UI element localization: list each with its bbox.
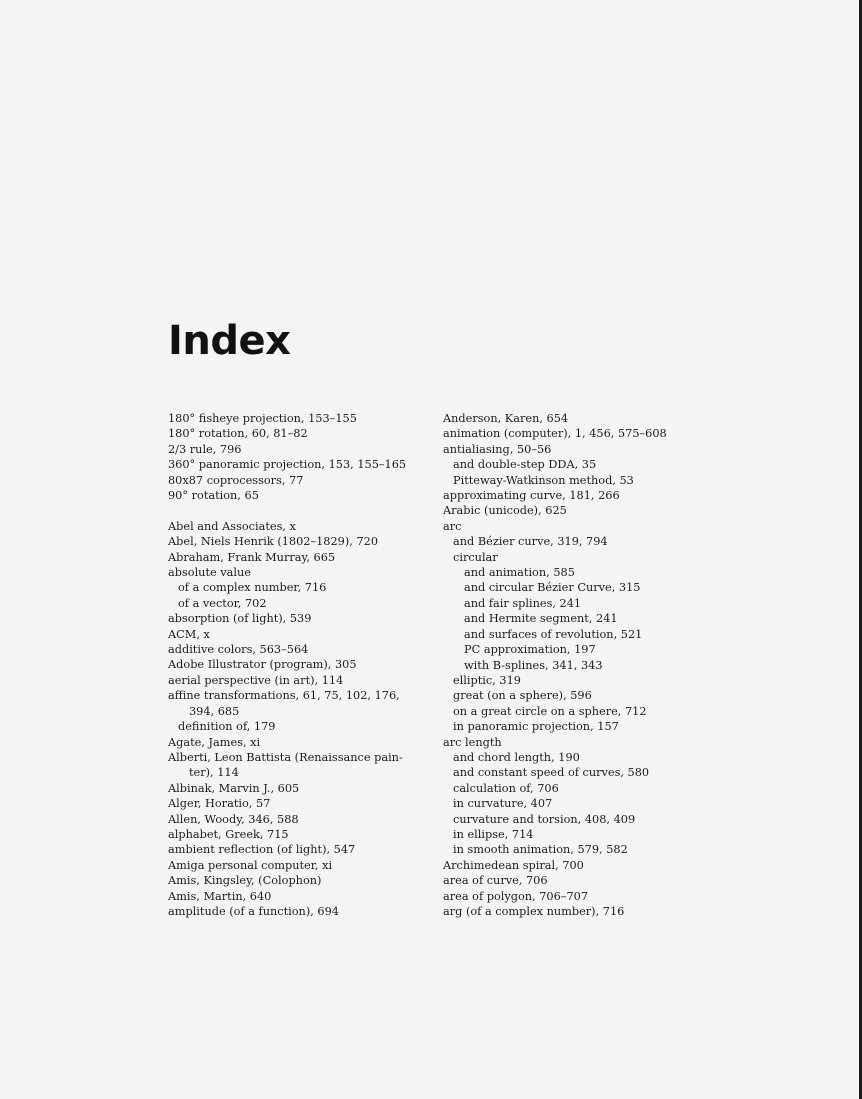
index-subentry: in ellipse, 714 — [453, 827, 534, 841]
index-entry: Adobe Illustrator (program), 305 — [168, 658, 357, 672]
index-entry: Archimedean spiral, 700 — [443, 858, 584, 872]
page-title: Index — [168, 318, 291, 364]
index-subentry: of a complex number, 716 — [178, 581, 327, 595]
index-entry: ACM, x — [168, 627, 210, 641]
index-subentry: with B-splines, 341, 343 — [464, 658, 603, 672]
index-subentry: calculation of, 706 — [453, 781, 559, 795]
index-entry: area of polygon, 706–707 — [443, 889, 589, 903]
index-entry: approximating curve, 181, 266 — [443, 489, 620, 503]
index-entry: Anderson, Karen, 654 — [443, 412, 569, 425]
index-entry: 360° panoramic projection, 153, 155–165 — [168, 458, 407, 472]
index-entry: 180° rotation, 60, 81–82 — [168, 427, 308, 441]
index-entry: arg (of a complex number), 716 — [443, 905, 625, 918]
index-entry: alphabet, Greek, 715 — [168, 827, 289, 841]
index-subentry: in smooth animation, 579, 582 — [453, 843, 628, 857]
index-subentry: and chord length, 190 — [453, 750, 580, 764]
index-subentry: and double-step DDA, 35 — [453, 458, 597, 472]
index-subentry: and constant speed of curves, 580 — [453, 766, 650, 780]
index-entry: Abraham, Frank Murray, 665 — [168, 550, 336, 564]
index-entry: 80x87 coprocessors, 77 — [168, 473, 304, 487]
index-entry: Amis, Kingsley, (Colophon) — [168, 874, 322, 888]
index-subentry: of a vector, 702 — [178, 596, 267, 610]
index-subentry: circular — [453, 550, 498, 564]
index-entry: arc — [443, 519, 462, 533]
index-entry: amplitude (of a function), 694 — [168, 904, 339, 918]
index-subentry: in panoramic projection, 157 — [453, 720, 619, 734]
index-subentry: definition of, 179 — [178, 720, 276, 734]
index-subentry: elliptic, 319 — [453, 673, 521, 687]
index-entry: ambient reflection (of light), 547 — [168, 843, 356, 857]
index-entry: 90° rotation, 65 — [168, 489, 259, 503]
index-entry: additive colors, 563–564 — [168, 643, 309, 657]
index-entry: Abel and Associates, x — [168, 519, 296, 533]
index-subentry: and surfaces of revolution, 521 — [464, 627, 643, 641]
index-subentry: and animation, 585 — [464, 566, 575, 580]
index-entry: Albinak, Marvin J., 605 — [168, 781, 300, 795]
index-entry: animation (computer), 1, 456, 575–608 — [443, 427, 667, 441]
index-entry: absolute value — [168, 566, 251, 580]
index-entry: Abel, Niels Henrik (1802–1829), 720 — [168, 535, 379, 549]
index-entry: 2/3 rule, 796 — [168, 442, 242, 456]
index-subentry: on a great circle on a sphere, 712 — [453, 704, 647, 718]
index-entry: Amis, Martin, 640 — [168, 889, 272, 903]
index-entry: 180° fisheye projection, 153–155 — [168, 412, 357, 425]
index-gap — [168, 503, 414, 518]
index-subentry: 394, 685 — [189, 704, 240, 718]
index-subentry: Pitteway-Watkinson method, 53 — [453, 473, 634, 487]
index-subentry: and Bézier curve, 319, 794 — [453, 535, 608, 549]
index-subentry: and fair splines, 241 — [464, 596, 582, 610]
index-entry: Arabic (unicode), 625 — [443, 504, 567, 518]
index-entry: arc length — [443, 735, 502, 749]
index-subentry: in curvature, 407 — [453, 797, 553, 811]
index-entry: antialiasing, 50–56 — [443, 442, 552, 456]
index-subentry: great (on a sphere), 596 — [453, 689, 592, 703]
index-column-left — [168, 411, 414, 919]
index-subentry: and Hermite segment, 241 — [464, 612, 618, 626]
index-entry: aerial perspective (in art), 114 — [168, 673, 344, 687]
index-subentry: and circular Bézier Curve, 315 — [464, 581, 641, 595]
index-entry: Alberti, Leon Battista (Renaissance pain- — [168, 750, 403, 764]
index-entry: Allen, Woody, 346, 588 — [168, 812, 299, 826]
index-entry: area of curve, 706 — [443, 874, 548, 888]
index-subentry: curvature and torsion, 408, 409 — [453, 812, 636, 826]
index-entry: affine transformations, 61, 75, 102, 176, — [168, 689, 400, 703]
index-entry: absorption (of light), 539 — [168, 612, 312, 626]
index-column-right — [443, 411, 693, 919]
index-subentry: ter), 114 — [189, 766, 239, 780]
index-entry: Agate, James, xi — [168, 735, 261, 749]
index-entry: Amiga personal computer, xi — [168, 858, 333, 872]
index-entry: Alger, Horatio, 57 — [168, 797, 271, 811]
index-subentry: PC approximation, 197 — [464, 643, 596, 657]
